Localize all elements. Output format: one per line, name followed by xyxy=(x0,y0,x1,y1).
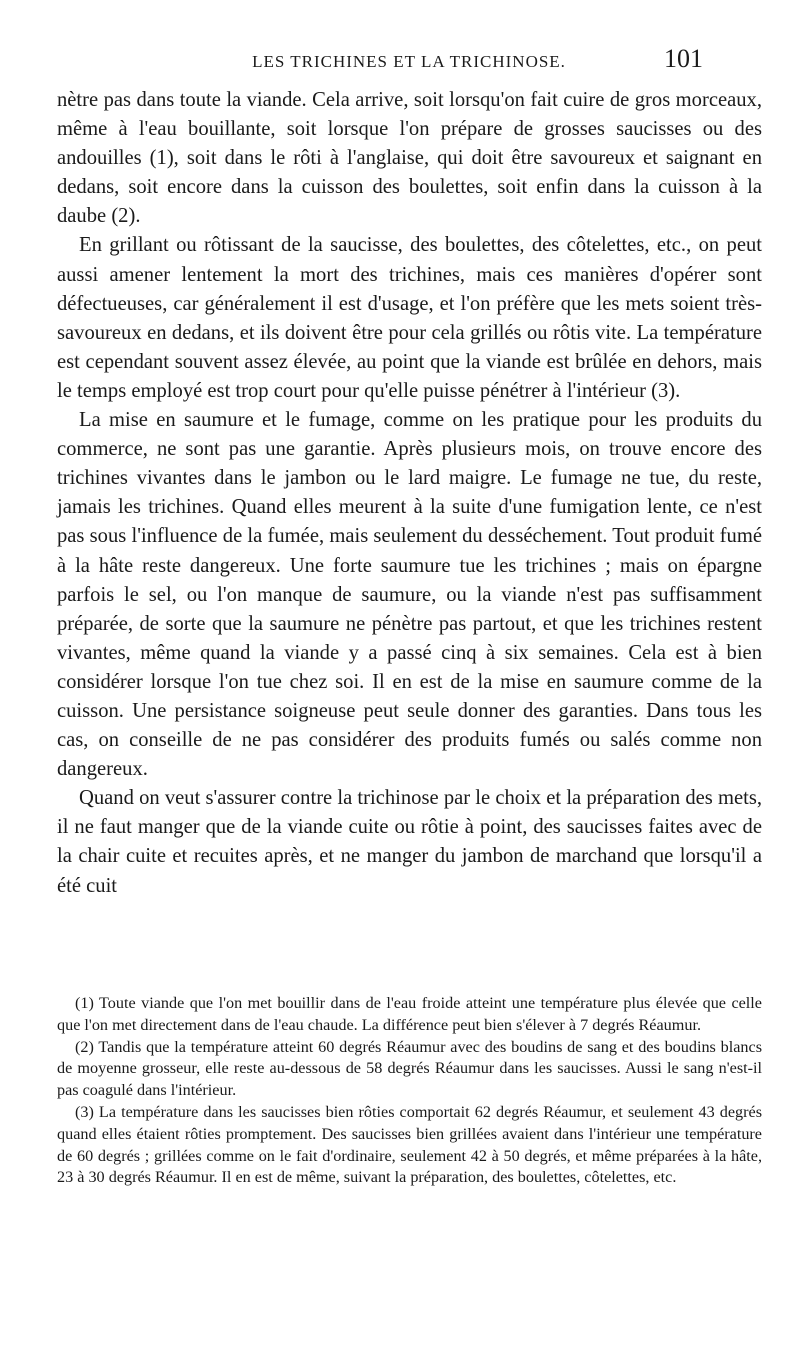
paragraph: En grillant ou rôtissant de la saucisse, des boulettes, des côtelettes, etc., on peut aussi amener lentement la mort des trichines, mais ces manières d'opérer sont défectueuses, car généralement il est d'usage, et l'on préfère que les mets soient très-savoureux en dedans, et ils doivent être pour cela grillés ou rôtis vite. La température est cependant souvent assez élevée, au point que la viande est brûlée en dehors, mais le temps employé est trop court pour qu'elle puisse pénétrer à l'intérieur (3). xyxy=(57,234,762,402)
paragraph: La mise en saumure et le fumage, comme on les pratique pour les produits du commerce, ne sont pas une garantie. Après plusieurs mois, on trouve encore des trichines vivantes dans le jambon ou le lard maigre. Le fumage ne tue, du reste, jamais les trichines. Quand elles meurent à la suite d'une fumigation lente, ce n'est pas sous l'influence de la fumée, mais seulement du desséchement. Tout produit fumé à la hâte reste dangereux. Une forte saumure tue les trichines ; mais on épargne parfois le sel, ou l'on manque de saumure, ou la viande n'est pas suffisamment préparée, de sorte que la saumure ne pénètre pas partout, et que les trichines restent vivantes, même quand la viande y a passé cinq à six semaines. Cela est à bien considérer lorsque l'on tue chez soi. Il en est de la mise en saumure comme de la cuisson. Une persistance soigneuse peut seule donner des garanties. Dans tous les cas, on conseille de ne pas considérer des produits fumés ou salés comme non dangereux. xyxy=(57,409,762,781)
footnote: (3) La température dans les saucisses bien rôties comportait 62 degrés Réaumur, et seulement 43 degrés quand elles étaient rôties promptement. Des saucisses bien grillées avaient dans l'intérieur une température de 60 degrés ; grillées comme on le fait d'ordinaire, seulement 42 à 50 degrés, et même préparées à la hâte, 23 à 30 degrés Réaumur. Il en est de même, suivant la préparation, des boulettes, côtelettes, etc. xyxy=(57,1102,762,1187)
footnote: (1) Toute viande que l'on met bouillir dans de l'eau froide atteint une température plus élevée que celle que l'on met directement dans de l'eau chaude. La différence peut bien s'élever à 7 degrés Réaumur. xyxy=(57,994,762,1034)
paragraph: Quand on veut s'assurer contre la trichinose par le choix et la préparation des mets, il ne faut manger que de la viande cuite ou rôtie à point, des saucisses faites avec de la chair cuite et recuites après, et ne manger du jambon de marchand que lorsqu'il a été cuit xyxy=(57,787,762,897)
main-text xyxy=(57,86,762,901)
footnote: (2) Tandis que la température atteint 60 degrés Réaumur avec des boudins de sang et des boudins blancs de moyenne grosseur, elle reste au-dessous de 58 degrés Réaumur dans les saucisses. Aussi le sang n'est-il pas coagulé dans l'intérieur. xyxy=(57,1037,762,1100)
running-title: LES TRICHINES ET LA TRICHINOSE. xyxy=(252,52,566,71)
footnotes xyxy=(57,993,762,1189)
page-number: 101 xyxy=(664,44,703,73)
paragraph: nètre pas dans toute la viande. Cela arrive, soit lorsqu'on fait cuire de gros morceaux, même à l'eau bouillante, soit lorsque l'on prépare de grosses saucisses ou des andouilles (1), soit dans le rôti à l'anglaise, qui doit être savoureux et saignant en dedans, soit encore dans la cuisson des boulettes, soit enfin dans la cuisson à la daube (2). xyxy=(57,89,762,228)
